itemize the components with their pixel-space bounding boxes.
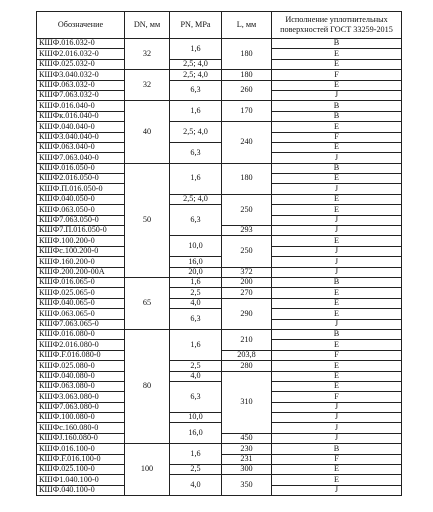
cell-designation: КШФ2.016.050-0: [37, 174, 125, 184]
cell-designation: КШФ.016.065-0: [37, 277, 125, 287]
cell-l: 310: [222, 371, 272, 433]
cell-dn: 32: [125, 39, 170, 70]
cell-pn: 2,5; 4,0: [170, 59, 222, 69]
cell-seal: B: [272, 39, 402, 49]
cell-designation: КШФ3.040.032-0: [37, 70, 125, 80]
cell-seal: E: [272, 340, 402, 350]
cell-dn: 50: [125, 163, 170, 277]
cell-designation: КШФ.063.050-0: [37, 205, 125, 215]
cell-seal: E: [272, 361, 402, 371]
table-row: [37, 298, 402, 308]
cell-l: 200: [222, 277, 272, 287]
table-row: [37, 194, 402, 204]
cell-l: 350: [222, 475, 272, 496]
cell-pn: 2,5: [170, 465, 222, 475]
cell-designation: КШФ.040.050-0: [37, 194, 125, 204]
cell-l: 260: [222, 80, 272, 101]
cell-seal: J: [272, 184, 402, 194]
cell-designation: КШФс.100.200-0: [37, 246, 125, 256]
table-row: [37, 361, 402, 371]
table-row: [37, 465, 402, 475]
table-row: [37, 267, 402, 277]
cell-designation: КШФ.025.032-0: [37, 59, 125, 69]
valve-spec-table: [36, 11, 402, 496]
table-row: [37, 277, 402, 287]
cell-l: 210: [222, 329, 272, 350]
cell-designation: КШФ.016.040-0: [37, 101, 125, 111]
table-row: [37, 444, 402, 454]
cell-designation: КШФ.040.040-0: [37, 122, 125, 132]
cell-seal: J: [272, 485, 402, 495]
table-row: [37, 39, 402, 49]
table-row: [37, 163, 402, 173]
cell-pn: 1,6: [170, 163, 222, 194]
cell-designation: КШФ.063.032-0: [37, 80, 125, 90]
cell-pn: 6,3: [170, 80, 222, 101]
cell-l: 250: [222, 236, 272, 267]
table-row: [37, 371, 402, 381]
cell-designation: КШФ.040.100-0: [37, 485, 125, 495]
cell-pn: 1,6: [170, 329, 222, 360]
cell-seal: E: [272, 298, 402, 308]
cell-designation: КШФ2.016.032-0: [37, 49, 125, 59]
table-row: [37, 59, 402, 69]
cell-seal: E: [272, 288, 402, 298]
cell-designation: КШФ3.063.080-0: [37, 392, 125, 402]
cell-pn: 4,0: [170, 475, 222, 496]
cell-seal: B: [272, 101, 402, 111]
cell-designation: КШФJ.160.080-0: [37, 433, 125, 443]
cell-seal: E: [272, 59, 402, 69]
cell-designation: КШФ.100.080-0: [37, 413, 125, 423]
table-row: [37, 329, 402, 339]
cell-l: 270: [222, 288, 272, 298]
cell-l: 203,8: [222, 350, 272, 360]
cell-seal: F: [272, 454, 402, 464]
cell-designation: КШФ.063.065-0: [37, 309, 125, 319]
cell-designation: КШФ.016.050-0: [37, 163, 125, 173]
cell-pn: 20,0: [170, 267, 222, 277]
table-row: [37, 122, 402, 132]
cell-l: 450: [222, 433, 272, 443]
cell-designation: КШФ.016.100-0: [37, 444, 125, 454]
cell-seal: F: [272, 70, 402, 80]
cell-designation: КШФ7.063.080-0: [37, 402, 125, 412]
cell-pn: 6,3: [170, 205, 222, 236]
cell-seal: J: [272, 423, 402, 433]
cell-pn: 4,0: [170, 371, 222, 381]
cell-pn: 2,5: [170, 288, 222, 298]
cell-pn: 6,3: [170, 381, 222, 412]
cell-l: 230: [222, 444, 272, 454]
cell-seal: E: [272, 381, 402, 391]
header-dn: DN, мм: [125, 12, 170, 39]
cell-seal: J: [272, 90, 402, 100]
cell-dn: 100: [125, 444, 170, 496]
cell-designation: КШФ.025.065-0: [37, 288, 125, 298]
cell-l: 300: [222, 465, 272, 475]
cell-seal: E: [272, 122, 402, 132]
header-seal-surface: Исполнение уплотнительных поверхностей ГОСТ 33259-2015: [272, 12, 402, 39]
table-row: [37, 309, 402, 319]
cell-designation: КШФ7.063.050-0: [37, 215, 125, 225]
spec-sheet: [36, 11, 402, 496]
header-row: [37, 12, 402, 39]
cell-pn: 1,6: [170, 101, 222, 122]
cell-seal: E: [272, 475, 402, 485]
cell-designation: КШФ.160.200-0: [37, 257, 125, 267]
cell-designation: КШФ.040.080-0: [37, 371, 125, 381]
cell-designation: КШФ.063.040-0: [37, 142, 125, 152]
cell-pn: 1,6: [170, 277, 222, 287]
cell-designation: КШФ.F.016.080-0: [37, 350, 125, 360]
cell-seal: E: [272, 309, 402, 319]
cell-designation: КШФ.025.080-0: [37, 361, 125, 371]
header-l: L, мм: [222, 12, 272, 39]
cell-designation: КШФ3.040.040-0: [37, 132, 125, 142]
cell-seal: J: [272, 215, 402, 225]
cell-l: 290: [222, 298, 272, 329]
table-row: [37, 475, 402, 485]
cell-dn: 65: [125, 277, 170, 329]
cell-designation: КШФ.200.200-00А: [37, 267, 125, 277]
cell-designation: КШФ.016.080-0: [37, 329, 125, 339]
cell-seal: E: [272, 205, 402, 215]
cell-pn: 1,6: [170, 39, 222, 60]
cell-pn: 1,6: [170, 444, 222, 465]
cell-seal: F: [272, 392, 402, 402]
cell-designation: КШФс.160.080-0: [37, 423, 125, 433]
cell-seal: B: [272, 277, 402, 287]
cell-seal: J: [272, 153, 402, 163]
table-row: [37, 257, 402, 267]
cell-seal: E: [272, 142, 402, 152]
table-row: [37, 142, 402, 152]
cell-designation: КШФ7.063.032-0: [37, 90, 125, 100]
table-row: [37, 80, 402, 90]
cell-dn: 32: [125, 70, 170, 101]
cell-pn: 2,5: [170, 361, 222, 371]
table-row: [37, 101, 402, 111]
table-row: [37, 413, 402, 423]
cell-seal: B: [272, 329, 402, 339]
cell-pn: 6,3: [170, 142, 222, 163]
cell-l: 250: [222, 194, 272, 225]
cell-designation: КШФ7.П.016.050-0: [37, 226, 125, 236]
cell-seal: F: [272, 350, 402, 360]
cell-seal: E: [272, 174, 402, 184]
cell-seal: E: [272, 49, 402, 59]
cell-seal: B: [272, 111, 402, 121]
cell-pn: 16,0: [170, 257, 222, 267]
cell-l: 180: [222, 39, 272, 70]
cell-pn: 10,0: [170, 413, 222, 423]
cell-dn: 40: [125, 101, 170, 163]
cell-pn: 2,5; 4,0: [170, 122, 222, 143]
cell-seal: J: [272, 402, 402, 412]
cell-designation: КШФ.025.100-0: [37, 465, 125, 475]
cell-seal: E: [272, 194, 402, 204]
cell-designation: КШФ1.040.100-0: [37, 475, 125, 485]
cell-l: 180: [222, 70, 272, 80]
cell-designation: КШФ.016.032-0: [37, 39, 125, 49]
cell-designation: КШФ.040.065-0: [37, 298, 125, 308]
cell-seal: E: [272, 236, 402, 246]
cell-dn: 80: [125, 329, 170, 443]
table-row: [37, 236, 402, 246]
table-row: [37, 381, 402, 391]
cell-designation: КШФ2.016.080-0: [37, 340, 125, 350]
table-row: [37, 70, 402, 80]
cell-pn: 10,0: [170, 236, 222, 257]
cell-seal: J: [272, 433, 402, 443]
cell-designation: КШФ.F.016.100-0: [37, 454, 125, 464]
cell-l: 180: [222, 163, 272, 194]
cell-seal: J: [272, 226, 402, 236]
cell-l: 293: [222, 226, 272, 236]
cell-designation: КШФ.063.080-0: [37, 381, 125, 391]
cell-seal: B: [272, 444, 402, 454]
cell-seal: J: [272, 413, 402, 423]
cell-pn: 16,0: [170, 423, 222, 444]
cell-designation: КШФк.016.040-0: [37, 111, 125, 121]
cell-designation: КШФ7.063.065-0: [37, 319, 125, 329]
table-row: [37, 205, 402, 215]
cell-seal: J: [272, 267, 402, 277]
cell-seal: E: [272, 80, 402, 90]
cell-seal: J: [272, 246, 402, 256]
header-pn: PN, MPa: [170, 12, 222, 39]
cell-l: 280: [222, 361, 272, 371]
cell-l: 170: [222, 101, 272, 122]
cell-seal: J: [272, 257, 402, 267]
cell-designation: КШФ7.063.040-0: [37, 153, 125, 163]
header-designation: Обозначение: [37, 12, 125, 39]
cell-l: 231: [222, 454, 272, 464]
cell-l: 372: [222, 267, 272, 277]
cell-seal: J: [272, 319, 402, 329]
cell-designation: КШФ.100.200-0: [37, 236, 125, 246]
cell-pn: 6,3: [170, 309, 222, 330]
cell-pn: 2,5; 4,0: [170, 70, 222, 80]
cell-seal: B: [272, 163, 402, 173]
cell-pn: 2,5; 4,0: [170, 194, 222, 204]
table-body: [37, 39, 402, 496]
cell-pn: 4,0: [170, 298, 222, 308]
table-row: [37, 288, 402, 298]
cell-designation: КШФ.П.016.050-0: [37, 184, 125, 194]
cell-l: 240: [222, 122, 272, 164]
cell-seal: F: [272, 132, 402, 142]
cell-seal: E: [272, 465, 402, 475]
table-row: [37, 423, 402, 433]
cell-seal: E: [272, 371, 402, 381]
